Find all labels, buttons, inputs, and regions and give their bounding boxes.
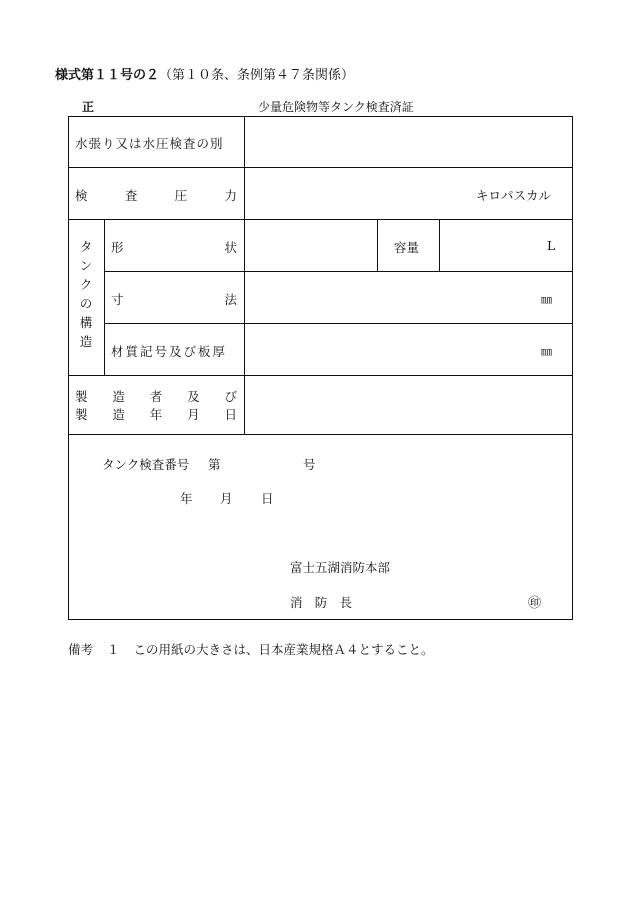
original-mark: 正 <box>82 100 95 114</box>
capacity-label: 容量 <box>394 240 420 255</box>
inspection-type-label: 水張り又は水圧検査の別 <box>75 136 224 151</box>
form-reference: （第１０条、条例第４７条関係） <box>159 68 355 83</box>
row-divider <box>68 219 573 220</box>
material-label: 材質記号及び板厚 <box>111 344 228 359</box>
dimensions-unit: ㎜ <box>541 293 552 306</box>
footnote-label: 備考 <box>68 642 94 657</box>
column-divider <box>439 219 440 271</box>
dimensions-label: 寸 法 <box>111 292 237 307</box>
row-divider <box>104 323 573 324</box>
date-year: 年 <box>180 491 193 506</box>
material-field[interactable] <box>246 325 571 374</box>
shape-field[interactable] <box>246 221 376 270</box>
footnote-text: この用紙の大きさは、日本産業規格Ａ４とすること。 <box>133 642 434 657</box>
column-divider <box>377 219 378 271</box>
row-divider <box>68 434 573 435</box>
tank-structure-label: タ ン ク の 構 造 <box>79 239 93 349</box>
shape-label: 形 状 <box>111 240 237 255</box>
date-month: 月 <box>220 491 233 506</box>
form-number-heading <box>55 64 354 83</box>
footnote-number: １ <box>107 642 120 657</box>
row-divider <box>104 271 573 272</box>
number-prefix: 第 <box>208 457 221 472</box>
pressure-label: 検 査 圧 力 <box>75 188 237 203</box>
pressure-unit: キロパスカル <box>476 188 552 203</box>
row-divider <box>68 167 573 168</box>
footnote <box>68 640 434 658</box>
form-number: 様式第１１号の２ <box>55 68 160 83</box>
date-day: 日 <box>261 491 274 506</box>
fire-chief-label: 消 防 長 <box>290 595 352 610</box>
capacity-unit: L <box>547 238 556 253</box>
issuer-name: 富士五湖消防本部 <box>290 560 391 575</box>
form-title: 少量危険物等タンク検査済証 <box>258 100 414 114</box>
row-divider <box>68 375 573 376</box>
material-unit: ㎜ <box>541 345 552 358</box>
manufacturer-field[interactable] <box>246 377 571 433</box>
manufacturer-label: 製 造 者 及 び <box>75 389 237 404</box>
inspection-type-field[interactable] <box>246 118 571 166</box>
seal-mark: ㊞ <box>528 596 542 611</box>
tank-inspection-number-label: タンク検査番号 <box>102 457 190 472</box>
dimensions-field[interactable] <box>246 273 571 322</box>
manufacture-date-label: 製 造 年 月 日 <box>75 407 237 422</box>
number-suffix: 号 <box>303 457 316 472</box>
column-divider <box>244 116 245 434</box>
column-divider <box>104 219 105 375</box>
